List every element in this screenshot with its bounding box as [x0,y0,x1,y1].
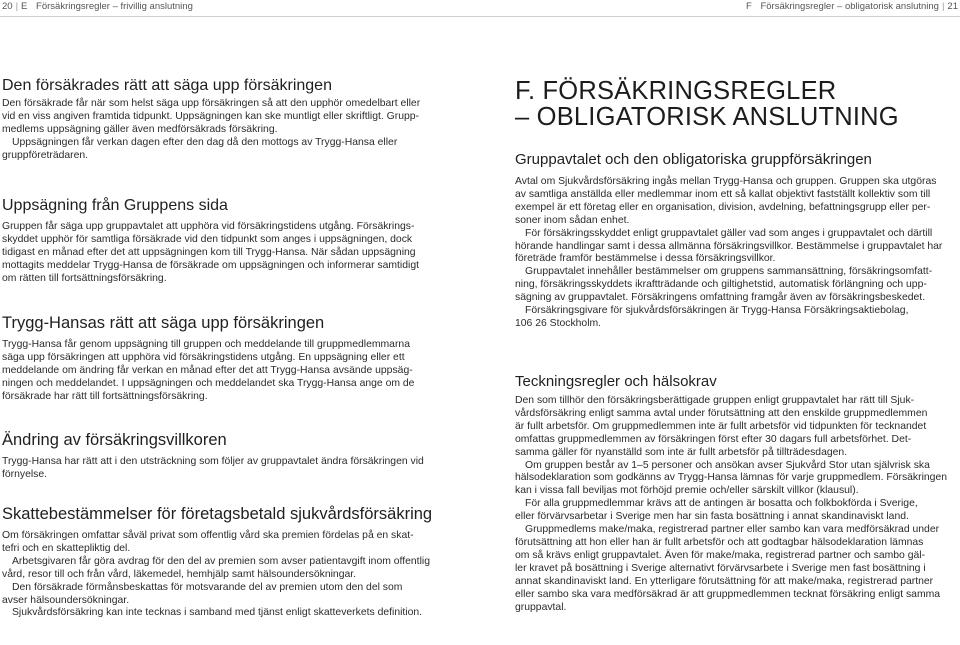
paragraph [2,456,446,482]
text-line: kan i vissa fall beviljas mot förhöjd premie och/eller särskilt villkor (klausul). [515,485,859,497]
section-heading: Skattebestämmelser för företagsbetald sjukvårdsförsäkring [2,505,433,523]
text-line: Den försäkrade förmånsbeskattas för motsvarande del av premien utom den del som [12,581,403,593]
text-line: 106 26 Stockholm. [515,317,602,329]
text-line: vårdsförsäkring enligt samma avtal under förutsättning att den enskilde gruppmedlemmen [515,407,928,419]
text-line: om så krävs enligt gruppavtalet. Även för make/maka, registrerad partner och sambo gäl- [515,549,926,561]
section-heading: Den försäkrades rätt att säga upp försäkringen [2,77,332,94]
text-line: tefri och en skattepliktig del. [2,542,131,554]
text-line: Den försäkrade får när som helst säga upp försäkringen så att den upphör omedelbart eller [2,98,421,109]
text-line: ler kravet på bosättning i Sverige alternativt förvärvsarbete i Sverige men fast bosättning i [515,562,926,574]
text-line: Den som tillhör den försäkringsberättigade gruppen enligt gruppavtalet har rätt till Sjuk- [515,395,915,406]
text-line: mottagits meddelar Trygg-Hansa de försäkrade om uppsägningen och informerar samtidigt [2,259,419,271]
text-line: eller förvärvsarbetar i Sverige men har sin fasta bosättning i annat skandinaviskt land. [515,511,909,523]
left-section-letter: E [21,1,28,12]
text-line: annat skandinaviskt land. En ytterligare förutsättning för att make/maka, registrerad partner [515,575,934,587]
text-line: vid en viss angiven framtida tidpunkt. Uppsägningen kan ske muntligt eller skriftligt. Grupp- [2,110,419,122]
right-section-letter: F [746,1,752,12]
text-line: För alla gruppmedlemmar krävs att de antingen är bosatta och folkbokförda i Sverige, [525,498,918,510]
paragraph [515,176,955,331]
paragraph [2,339,446,404]
text-line: förnyelse. [2,468,48,480]
section-heading: Teckningsregler och hälsokrav [515,373,717,390]
text-line: Trygg-Hansa har rätt att i den utsträckning som följer av gruppavtalet ändra försäkringen vid [2,456,424,467]
text-line: exempel är ett företag eller en organisation, division, avdelning, befattningsgrupp eller per- [515,201,931,213]
right-page-number: 21 [947,1,958,12]
text-line: För försäkringsskyddet enligt gruppavtalet gäller vad som anges i gruppavtalet och därtill [525,227,933,239]
text-line: meddelande om ändring får verkan en månad efter det att Trygg-Hansa avsände uppsäg- [2,364,413,376]
text-line: eller sambo ska vara medförsäkrad är att gruppmedlemmen tecknat försäkring enligt samma [515,588,941,600]
text-line: skyddet upphör för samtliga försäkrade vid den tidpunkt som anges i uppsägningen, dock [2,233,413,245]
section-heading: Trygg-Hansas rätt att säga upp försäkringen [2,314,325,332]
text-line: säga upp försäkringen att upphöra vid försäkringstidens utgång. En uppsägning eller ett [2,351,405,363]
text-line: Gruppavtalet innehåller bestämmelser om gruppens sammansättning, försäkringsomfatt- [525,266,933,278]
left-page-header [2,0,193,13]
text-line: Arbetsgivaren får göra avdrag för den del av premien som avser patientavgift inom offentlig [12,555,430,567]
text-line: tidigast en månad efter det att uppsägningen kom till Trygg-Hansa. När sådan uppsägning [2,246,416,258]
header-separator: | [15,1,19,12]
section-heading: Gruppavtalet och den obligatoriska gruppförsäkringen [515,151,872,168]
text-line: Gruppen får säga upp gruppavtalet att upphöra vid försäkringstidens utgång. Försäkrings- [2,221,415,232]
text-line: Om gruppen består av 1–5 personer och ansökan avser Sjukvård Stor utan självrisk ska [525,459,930,471]
text-line: är fullt arbetsför. Om gruppmedlemmen inte är fullt arbetsför vid tidpunkten för tecknandet [515,420,927,432]
text-line: Trygg-Hansa får genom uppsägning till gruppen och meddelande till gruppmedlemmarna [2,339,410,350]
text-line: avser hälsoundersökningar. [2,594,130,606]
header-separator [27,1,36,12]
text-line: Gruppmedlems make/maka, registrerad partner eller sambo kan vara medförsäkrad under [525,524,940,536]
text-line: vård, resor till och från vård, läkemedel, hemhjälp samt hälsoundersökningar. [2,568,357,580]
text-line: gruppavtal. [515,601,567,613]
text-line: förutsättning att hon eller han är fullt arbetsför och att godtagbar hälsodeklaration lämnas [515,536,924,548]
paragraph [2,530,446,620]
paragraph [2,98,446,163]
paragraph [2,221,446,286]
text-line: medlems uppsägning gäller även medförsäkrads försäkring. [2,123,278,135]
text-line: av samtliga anställda eller medlemmar inom ett så kallat objektivt fastställt kollektiv som till [515,188,931,200]
text-line: Om försäkringen omfattar såväl privat som offentlig vård ska premien fördelas på en skat- [2,530,414,541]
section-heading: Ändring av försäkringsvillkoren [2,431,227,449]
right-section-title: Försäkringsregler – obligatorisk anslutning [760,1,939,12]
page-header [0,0,960,17]
text-line: Avtal om Sjukvårdsförsäkring ingås mellan Trygg-Hansa och gruppen. Gruppen ska utgöras [515,176,937,187]
left-page-number: 20 [2,1,13,12]
text-line: Sjukvårdsförsäkring kan inte tecknas i samband med tjänst enligt skatteverkets definition. [12,607,423,619]
text-line: hörande handlingar samt i dessa allmänna försäkringsvillkor. Bestämmelse i gruppavtalet har [515,240,943,252]
text-line: försäkrade har rätt till fortsättningsförsäkring. [2,390,208,402]
text-line: omfattas gruppmedlemmen av försäkringen först efter 30 dagars full arbetsförhet. Det- [515,433,912,445]
page-title-line: – OBLIGATORISK ANSLUTNING [515,103,899,131]
text-line: samma gäller för nyanställd som inte är fullt arbetsför på tillträdesdagen. [515,446,848,458]
text-line: hälsodeklaration som godkänns av Trygg-Hansa lämnas för varje gruppmedlem. Försäkringen [515,472,948,484]
page-title [515,78,955,130]
text-line: soner inom sådan enhet. [515,214,630,226]
page-title-line: F. FÖRSÄKRINGSREGLER [515,77,837,105]
text-line: sägning av gruppavtalet. Försäkringens omfattning framgår även av försäkringsbeskedet. [515,292,926,304]
text-line: ningen och meddelandet. I uppsägningen och meddelandet ska Trygg-Hansa ange om de [2,377,415,389]
text-line: om rätten till fortsättningsförsäkring. [2,272,167,284]
left-section-title: Försäkringsregler – frivillig anslutning [36,1,193,12]
text-line: ning, försäkringsskyddets ikraftträdande och giltighetstid, automatisk förlängning och upp- [515,279,927,291]
right-page-header [746,0,958,13]
text-line: gruppföreträdaren. [2,149,89,161]
text-line: Uppsägningen får verkan dagen efter den dag då den mottogs av Trygg-Hansa eller [12,136,398,148]
section-heading: Uppsägning från Gruppens sida [2,197,228,214]
paragraph [515,395,955,614]
text-line: företräde framför bestämmelse i dessa försäkringsvillkor. [515,253,776,265]
header-separator: | [941,1,945,12]
text-line: Försäkringsgivare för sjukvårdsförsäkringen är Trygg-Hansa Försäkringsaktiebolag, [525,305,909,317]
